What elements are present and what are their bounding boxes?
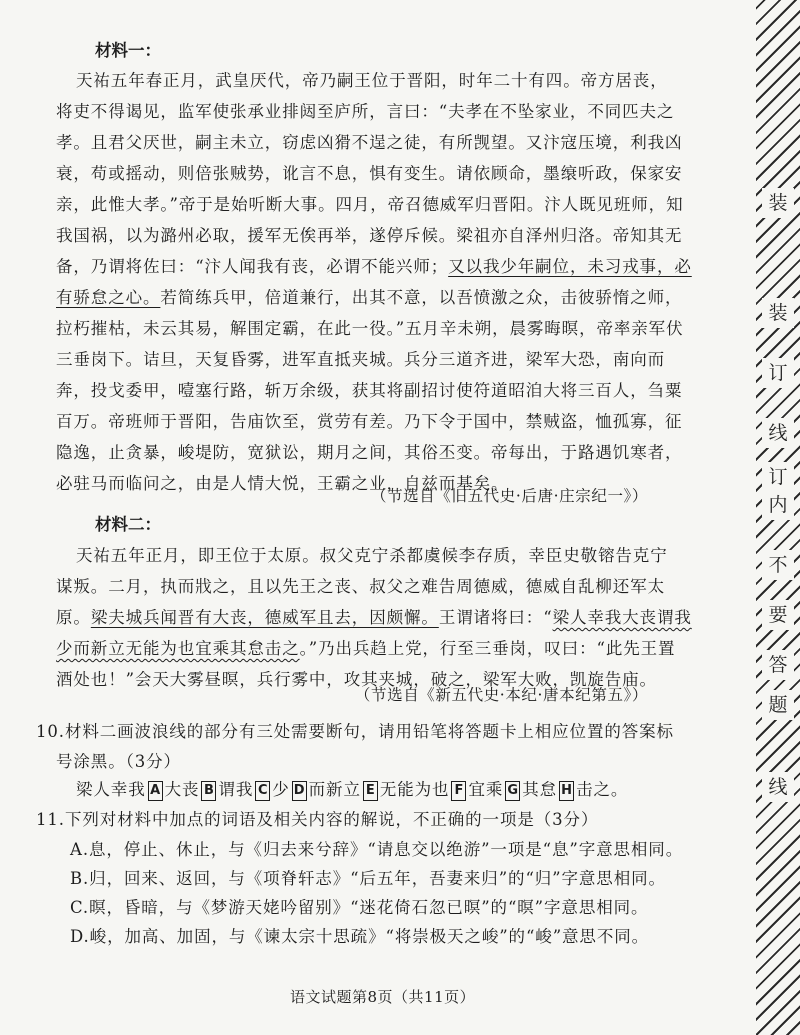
m1-line-3: 孝。且君父厌世，嗣主未立，窃虑凶猾不逞之徒，有所觊望。又汴寇压境，利我凶 bbox=[56, 133, 683, 152]
page-footer: 语文试题第8页（共11页） bbox=[290, 988, 476, 1006]
binding-label: 订 bbox=[762, 462, 794, 492]
m1-line-7-text: 备，乃谓将佐曰：“汴人闻我有丧，必谓不能兴师； bbox=[56, 257, 449, 276]
m1-underline-1: 又以我少年嗣位，未习戎事，必 bbox=[448, 257, 692, 276]
binding-label: 线 bbox=[762, 772, 794, 802]
q10-box-a[interactable]: A bbox=[148, 781, 163, 801]
q10-stem-2: 号涂黑。（3分） bbox=[56, 752, 181, 771]
m1-line-11: 奔，投戈委甲，噎塞行路，斩万余级，获其将副招讨使符道昭洎大将三百人，刍粟 bbox=[56, 381, 683, 400]
q10-seg: 谓我 bbox=[218, 780, 254, 799]
m2-underline: 梁夫城兵闻晋有大丧，德威军且去，因颇懈。 bbox=[90, 608, 439, 627]
binding-label: 题 bbox=[762, 690, 794, 720]
q10-seg: 其怠 bbox=[522, 780, 558, 799]
q10-box-h[interactable]: H bbox=[559, 781, 574, 801]
binding-label: 线 bbox=[762, 418, 794, 448]
binding-label: 内 bbox=[762, 490, 794, 520]
q10-box-b[interactable]: B bbox=[201, 781, 216, 801]
q11-option-d: D.峻，加高、加固，与《谏太宗十思疏》“将崇极天之峻”的“峻”意思不同。 bbox=[70, 927, 650, 946]
q10-seg: 击之。 bbox=[576, 780, 629, 799]
q10-box-d[interactable]: D bbox=[292, 781, 307, 801]
m2-wavy-2: 少而新立无能为也宜乘其怠击之 bbox=[56, 639, 300, 658]
m2-line-4-text: 。”乃出兵趋上党，行至三垂岗，叹曰：“此先王置 bbox=[299, 639, 676, 658]
q11-option-c: C.暝，昏暗，与《梦游天姥吟留别》“迷花倚石忽已暝”的“暝”字意思相同。 bbox=[70, 898, 649, 917]
m2-source: （节选自《新五代史·本纪·唐本纪第五》） bbox=[354, 686, 648, 704]
q11-option-b: B.归，回来、返回，与《项脊轩志》“后五年，吾妻来归”的“归”字意思相同。 bbox=[70, 869, 666, 888]
m2-line-3 bbox=[56, 604, 692, 628]
m2-wavy-1: 梁人幸我大丧谓我 bbox=[552, 608, 692, 627]
m1-line-9: 拉朽摧枯，未云其易，解围定霸，在此一役。”五月辛未朔，晨雾晦暝，帝率亲军伏 bbox=[56, 319, 684, 338]
q10-seg: 无能为也 bbox=[379, 780, 450, 799]
material1-heading: 材料一： bbox=[95, 41, 161, 60]
q10-seg: 宜乘 bbox=[468, 780, 504, 799]
q10-seg: 大丧 bbox=[164, 780, 200, 799]
m2-line-5: 酒处也！”会天大雾昼暝，兵行雾中，攻其夹城，破之，梁军大败，凯旋告庙。 bbox=[56, 670, 657, 689]
binding-label: 装 bbox=[762, 188, 794, 218]
q11-option-a: A.息，停止、休止，与《归去来兮辞》“请息交以绝游”一项是“息”字意思相同。 bbox=[70, 840, 684, 859]
m1-line-6: 我国祸，以为潞州必取，援军无俟再举，遂停斥候。梁祖亦自泽州归洛。帝知其无 bbox=[56, 226, 683, 245]
q10-box-e[interactable]: E bbox=[363, 781, 378, 801]
m1-source: （节选自《旧五代史·后唐·庄宗纪一》） bbox=[370, 487, 648, 505]
binding-label: 答 bbox=[762, 650, 794, 680]
q10-seg: 梁人幸我 bbox=[76, 780, 146, 799]
m1-line-10: 三垂岗下。诘旦，天复昏雾，进军直抵夹城。兵分三道齐进，梁军大恐，南向而 bbox=[56, 350, 665, 369]
m2-line-3-a: 原。 bbox=[56, 608, 91, 627]
q10-seg: 少 bbox=[272, 780, 290, 799]
binding-label: 订 bbox=[762, 358, 794, 388]
m1-line-5: 亲，此惟大孝。”帝于是始听断大事。四月，帝召德威军归晋阳。汴人既见班师，知 bbox=[56, 195, 684, 214]
m1-line-1: 天祐五年春正月，武皇厌代，帝乃嗣王位于晋阳，时年二十有四。帝方居丧， bbox=[76, 71, 668, 90]
binding-label: 要 bbox=[762, 600, 794, 630]
q10-box-f[interactable]: F bbox=[451, 781, 466, 801]
m1-line-7 bbox=[56, 253, 692, 277]
m1-line-8 bbox=[56, 284, 682, 308]
q11-stem: 11.下列对材料中加点的词语及相关内容的解说，不正确的一项是（3分） bbox=[36, 810, 599, 829]
q10-box-g[interactable]: G bbox=[505, 781, 520, 801]
m1-underline-2: 有骄怠之心。 bbox=[56, 288, 161, 307]
q10-stem-1: 10.材料二画波浪线的部分有三处需要断句，请用铅笔将答题卡上相应位置的答案标 bbox=[36, 722, 674, 741]
material2-heading: 材料二： bbox=[95, 515, 161, 534]
m1-line-14: 必驻马而临问之，由是人情大悦，王霸之业，自兹而基矣。 bbox=[56, 474, 509, 493]
m2-line-4 bbox=[56, 635, 675, 659]
binding-label: 不 bbox=[762, 550, 794, 580]
m1-line-13: 隐逸，止贪暴，峻堤防，宽狱讼，期月之间，其俗丕变。帝每出，于路遇饥寒者， bbox=[56, 443, 683, 462]
m1-line-2: 将吏不得谒见，监军使张承业排闼至庐所，言曰：“夫孝在不坠家业，不同匹夫之 bbox=[56, 102, 675, 121]
m1-line-8-text: 若简练兵甲，倍道兼行，出其不意，以吾愤激之众，击彼骄惰之师， bbox=[160, 288, 683, 307]
q10-seg: 而新立 bbox=[308, 780, 361, 799]
m2-line-3-b: 王谓诸将曰：“ bbox=[438, 608, 553, 627]
m1-line-12: 百万。帝班师于晋阳，告庙饮至，赏劳有差。乃下令于国中，禁贼盗，恤孤寡，征 bbox=[56, 412, 683, 431]
m2-line-2: 谋叛。二月，执而戕之，且以先王之丧、叔父之难告周德威，德威自乱柳还军太 bbox=[56, 577, 665, 596]
q10-box-c[interactable]: C bbox=[255, 781, 270, 801]
binding-label: 装 bbox=[762, 298, 794, 328]
m2-line-1: 天祐五年正月，即王位于太原。叔父克宁杀都虞候李存质，幸臣史敬镕告克宁 bbox=[76, 546, 668, 565]
q10-sentence bbox=[76, 776, 628, 801]
m1-line-4: 衰，苟或摇动，则倍张贼势，讹言不息，惧有变生。请依顾命，墨缞听政，保家安 bbox=[56, 164, 683, 183]
